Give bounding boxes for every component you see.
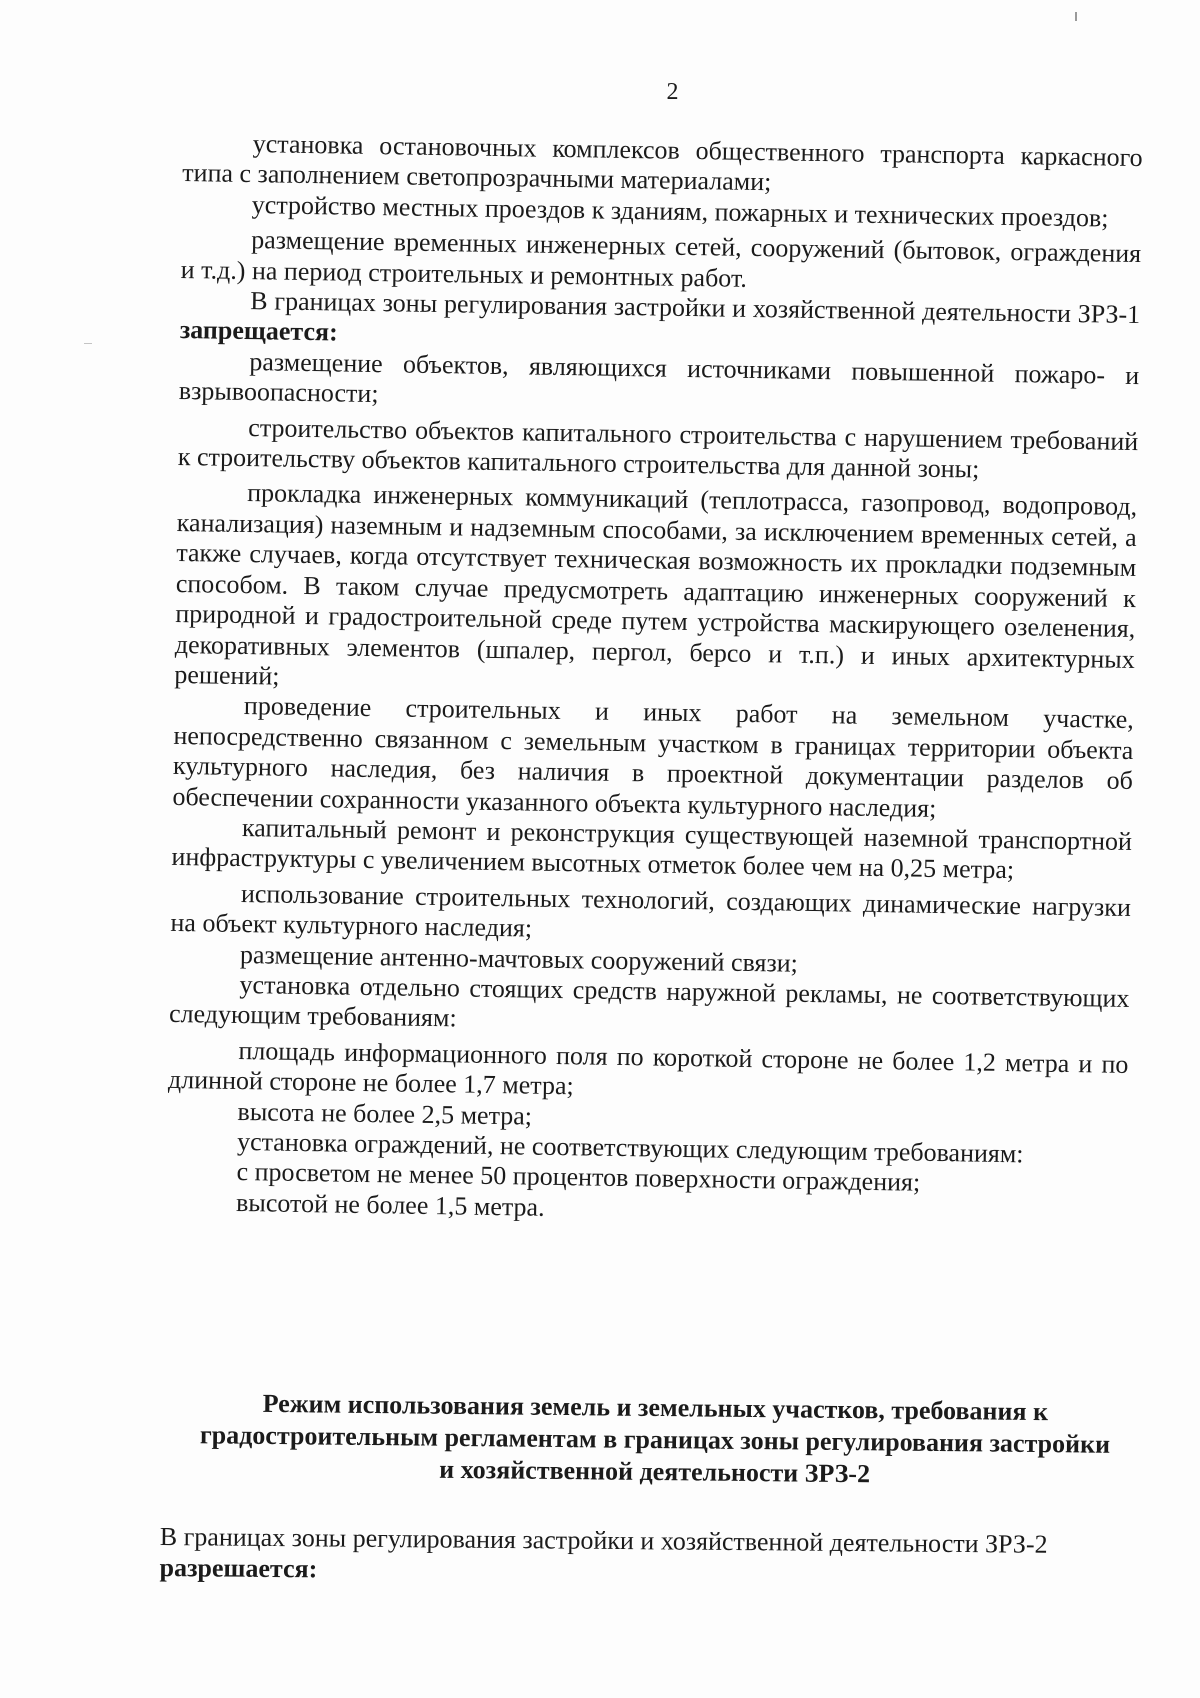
paragraph-dynamic-loads: использование строительных технологий, создающих динамические нагрузки на объект культурного наследия; <box>170 878 1132 943</box>
paragraph-transport-repair: капитальный ремонт и реконструкция существующей наземной транспортной инфраструктуры с увеличением высотных отметок более чем на 0,25 метра; <box>171 812 1133 885</box>
zrz2-intro-text: В границах зоны регулирования застройки и хозяйственной деятельности ЗРЗ-2 <box>159 1522 1048 1559</box>
paragraph-temporary-networks: размещение временных инженерных сетей, сооружений (бытовок, ограждения и т.д.) на период строительных и ремонтных работ. <box>180 225 1142 293</box>
paragraph-fences: установка ограждений, не соответствующих следующим требованиям: <box>236 1126 1024 1169</box>
scan-artifact-mark <box>1075 12 1077 21</box>
paragraph-construction-works: проведение строительных и иных работ на земельном участке, непосредственно связанном с земельным участком в границах территории объекта культурного наследия, без наличия в проектной документации разделов об обеспечении сохранности указанного объекта культурного наследия; <box>172 691 1135 823</box>
zrz2-permitted-label: разрешается: <box>159 1552 318 1584</box>
section-heading-zrz2: Режим использования земель и земельных участков, требования к градостроительным регламентам в границах зоны регулирования застройки и хозяйственной деятельности ЗРЗ-2 <box>199 1388 1111 1489</box>
paragraph-outdoor-advertising: установка отдельно стоящих средств наружной рекламы, не соответствующих следующим требованиям: <box>168 969 1130 1033</box>
paragraph-antenna-masts: размещение антенно-мачтовых сооружений связи; <box>239 939 799 978</box>
paragraph-local-driveways: устройство местных проездов к зданиям, пожарных и технических проездов; <box>251 189 1109 233</box>
paragraph-utility-laying: прокладка инженерных коммуникаций (теплотрасса, газопровод, водопровод, канализация) наземным и надземным способами, за исключением временных сетей, а также случаев, когда отсутствует техническая возможность их прокладки подземным способом. В таком случае предусмотреть адаптацию инженерных сооружений к природной и градостроительной среде путем устройства маскирующего озеленения, декоративных элементов (шпалер, пергол, берсо и т.п.) и иных архитектурных решений; <box>174 478 1138 691</box>
paragraph-fire-hazard: размещение объектов, являющихся источниками повышенной пожаро- и взрывоопасности; <box>178 346 1140 409</box>
paragraph-bus-stops: установка остановочных комплексов общественного транспорта каркасного типа с заполнением светопрозрачными материалами; <box>182 129 1143 197</box>
zrz2-intro-paragraph <box>159 1521 1140 1592</box>
document-body <box>166 128 1143 1232</box>
paragraph-fence-height: высотой не более 1,5 метра. <box>235 1187 545 1222</box>
zrz2-intro <box>159 1521 1140 1592</box>
paragraph-height-limit: высота не более 2,5 метра; <box>237 1096 533 1131</box>
paragraph-info-field-area: площадь информационного поля по короткой стороне не более 1,2 метра и по длинной стороне не более 1,7 метра; <box>167 1035 1129 1101</box>
scan-artifact-mark <box>84 343 92 344</box>
paragraph-capital-construction: строительство объектов капитального строительства с нарушением требований к строительству объектов капитального строительства для данной зоны; <box>177 412 1139 484</box>
zrz1-prohibited-label: запрещается: <box>179 315 338 347</box>
zrz1-intro-text: В границах зоны регулирования застройки и хозяйственной деятельности ЗРЗ-1 <box>250 286 1141 330</box>
paragraph-fence-clearance: с просветом не менее 50 процентов поверхности ограждения; <box>236 1157 921 1198</box>
page-number: 2 <box>666 79 679 105</box>
